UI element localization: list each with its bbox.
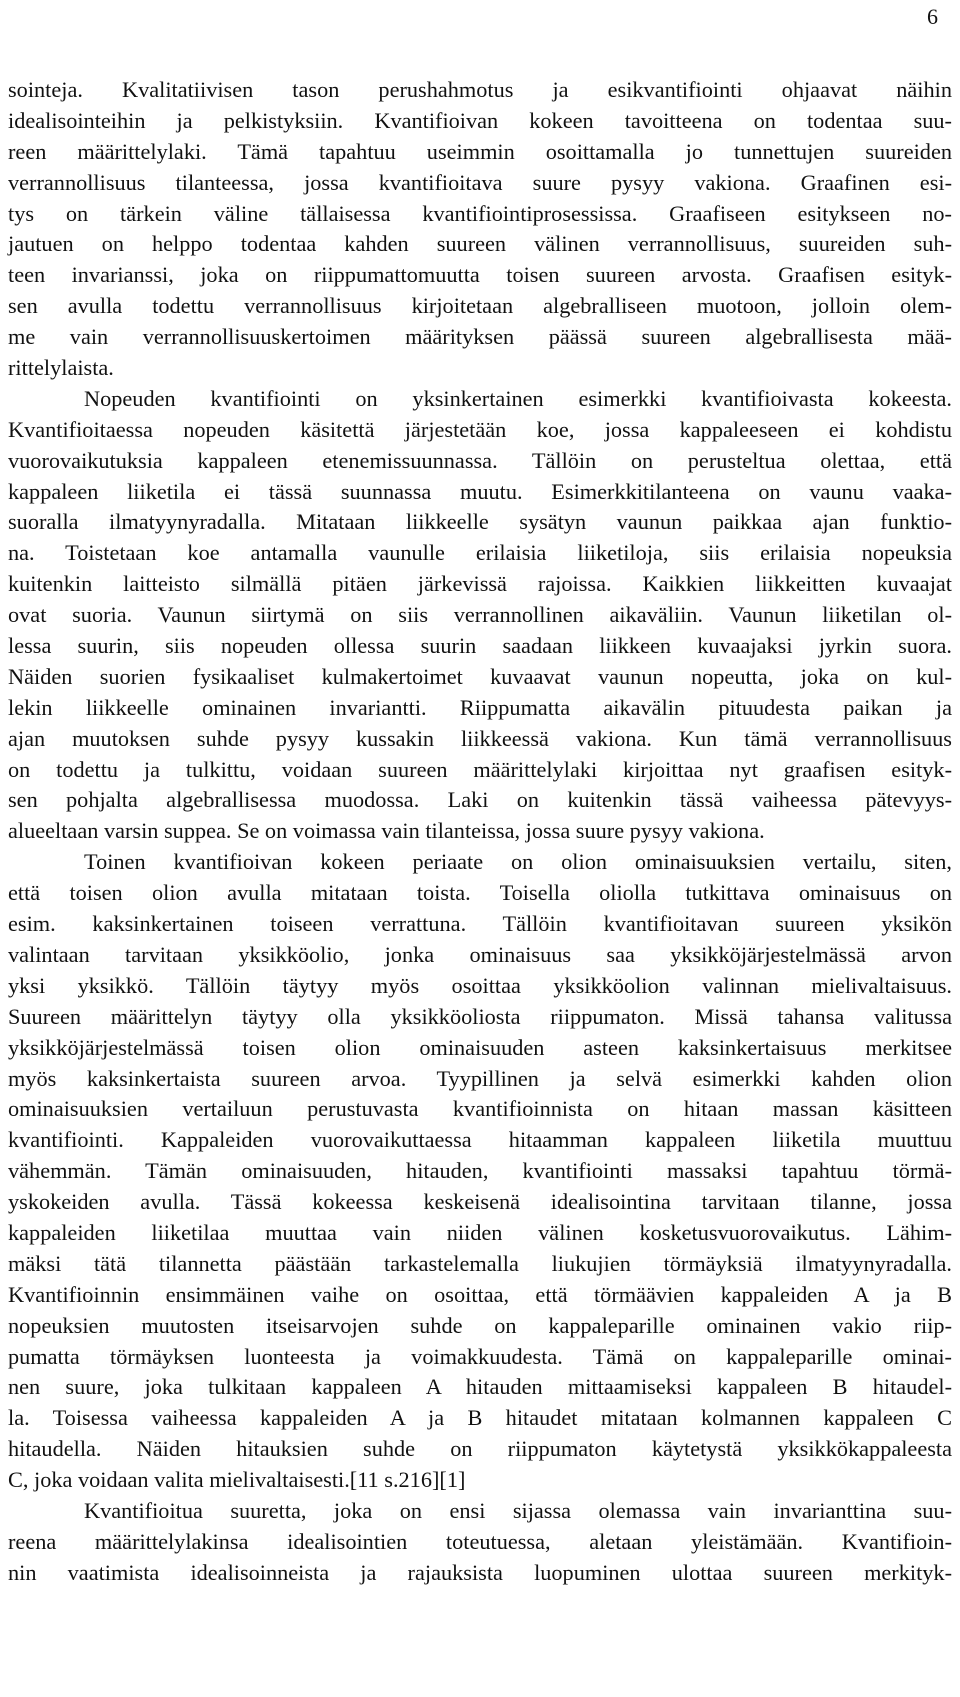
text-line: reen määrittelylaki. Tämä tapahtuu useimmin osoittamalla jo tunnettujen suureiden [8,138,952,164]
text-line: yskokeiden avulla. Tässä kokeessa keskeisenä idealisointina tarvitaan tilanne, jossa [8,1189,952,1215]
text-line: ominaisuuksien vertailuun perustuvasta kvantifioinnista on hitaan massan käsitteen [8,1096,952,1122]
text-line: jautuen on helppo todentaa kahden suureen välinen verrannollisuus, suureiden suh- [8,231,952,257]
text-line: yksi yksikkö. Tällöin täytyy myös osoittaa yksikköolion valinnan mielivaltaisuus. [8,972,952,998]
text-line: rittelylaista. [8,355,114,381]
text-line: vähemmän. Tämän ominaisuuden, hitauden, kvantifiointi massaksi tapahtuu törmä- [8,1158,952,1184]
text-line: sointeja. Kvalitatiivisen tason perushahmotus ja esikvantifiointi ohjaavat näihin [8,77,952,102]
text-line: nen suure, joka tulkitaan kappaleen A hitauden mittaamiseksi kappaleen B hitaudel- [8,1374,952,1400]
text-line: on todettu ja tulkittu, voidaan suureen määrittelylaki kirjoittaa nyt graafisen esityk- [8,756,952,782]
text-line: tys on tärkein väline tällaisessa kvantifiointiprosessissa. Graafiseen esitykseen no- [8,200,952,226]
text-line: nin vaatimista idealisoinneista ja rajauksista luopuminen ulottaa suureen merkityk- [8,1559,952,1585]
text-line: Kvantifioitua suuretta, joka on ensi sijassa olemassa vain invarianttina suu- [84,1497,952,1523]
text-line: lessa suurin, siis nopeuden ollessa suurin saadaan liikkeen kuvaajaksi jyrkin suora. [8,633,952,659]
text-line: Kvantifioinnin ensimmäinen vaihe on osoittaa, että törmäävien kappaleiden A ja B [8,1281,952,1307]
text-line: Nopeuden kvantifiointi on yksinkertainen esimerkki kvantifioivasta kokeesta. [84,385,952,411]
text-line: reena määrittelylakinsa idealisointien toteutuessa, aletaan yleistämään. Kvantifioin- [8,1528,952,1554]
text-line: nopeuksien muutosten itseisarvojen suhde on kappaleparille ominainen vakio riip- [8,1312,952,1338]
text-line: C, joka voidaan valita mielivaltaisesti.[11 s.216][1] [8,1467,466,1493]
text-line: Suureen määrittelyn täytyy olla yksikköoliosta riippumaton. Missä tahansa valitussa [8,1003,952,1029]
text-line: ovat suoria. Vaunun siirtymä on siis verrannollinen aikaväliin. Vaunun liiketilan ol- [8,602,952,628]
document-body [8,75,952,1589]
text-line: että toisen olion avulla mitataan toista. Toisella oliolla tutkittava ominaisuus on [8,880,952,906]
text-line: suoralla ilmatyynyradalla. Mitataan liikkeelle sysätyn vaunun paikkaa ajan funktio- [8,509,952,535]
text-line: idealisointeihin ja pelkistyksiin. Kvantifioivan kokeen tavoitteena on todentaa suu- [8,107,952,133]
text-line: kappaleiden liiketilaa muuttaa vain niiden välinen kosketusvuorovaikutus. Lähim- [8,1219,952,1245]
page-number: 6 [927,4,938,29]
text-line: kuitenkin laitteisto silmällä pitäen järkevissä rajoissa. Kaikkien liikkeitten kuvaajat [8,571,952,597]
text-line: vuorovaikutuksia kappaleen etenemissuunnassa. Tällöin on perusteltua olettaa, että [8,447,952,473]
text-line: sen pohjalta algebrallisessa muodossa. Laki on kuitenkin tässä vaiheessa pätevyys- [8,787,952,813]
text-line: verrannollisuus tilanteessa, jossa kvantifioitava suure pysyy vakiona. Graafinen esi- [8,169,952,195]
text-line: Toinen kvantifioivan kokeen periaate on olion ominaisuuksien vertailu, siten, [84,849,952,875]
text-line: esim. kaksinkertainen toiseen verrattuna. Tällöin kvantifioitavan suureen yksikön [8,911,952,937]
text-line: sen avulla todettu verrannollisuus kirjoitetaan algebralliseen muotoon, jolloin olem- [8,293,952,319]
text-line: pumatta törmäyksen luonteesta ja voimakkuudesta. Tämä on kappaleparille ominai- [8,1343,952,1369]
text-line: kappaleen liiketila ei tässä suunnassa muutu. Esimerkkitilanteena on vaunu vaaka- [8,478,952,504]
text-line: Kvantifioitaessa nopeuden käsitettä järjestetään koe, jossa kappaleeseen ei kohdistu [8,416,952,442]
text-line: mäksi tätä tilannetta päästään tarkastelemalla liukujien törmäyksiä ilmatyynyradalla. [8,1250,952,1276]
text-line: kvantifiointi. Kappaleiden vuorovaikuttaessa hitaamman kappaleen liiketila muuttuu [8,1127,952,1153]
text-line: alueeltaan varsin suppea. Se on voimassa vain tilanteissa, jossa suure pysyy vakiona. [8,818,765,844]
text-line: la. Toisessa vaiheessa kappaleiden A ja B hitaudet mitataan kolmannen kappaleen C [8,1405,952,1431]
text-line: yksikköjärjestelmässä toisen olion ominaisuuden asteen kaksinkertaisuus merkitsee [8,1034,952,1060]
text-line: na. Toistetaan koe antamalla vaunulle erilaisia liiketiloja, siis erilaisia nopeuksia [8,540,952,566]
text-line: me vain verrannollisuuskertoimen määrityksen päässä suureen algebrallisesta mää- [8,324,952,350]
text-line: Näiden suorien fysikaaliset kulmakertoimet kuvaavat vaunun nopeutta, joka on kul- [8,663,952,689]
text-line: ajan muutoksen suhde pysyy kussakin liikkeessä vakiona. Kun tämä verrannollisuus [8,725,952,751]
text-line: hitaudella. Näiden hitauksien suhde on riippumaton käytetystä yksikkökappaleesta [8,1436,952,1462]
text-line: lekin liikkeelle ominainen invariantti. Riippumatta aikavälin pituudesta paikan ja [8,694,952,720]
text-line: teen invarianssi, joka on riippumattomuutta toisen suureen arvosta. Graafisen esityk- [8,262,952,288]
text-line: valintaan tarvitaan yksikköolio, jonka ominaisuus saa yksikköjärjestelmässä arvon [8,941,952,967]
text-line: myös kaksinkertaista suureen arvoa. Tyypillinen ja selvä esimerkki kahden olion [8,1065,952,1091]
